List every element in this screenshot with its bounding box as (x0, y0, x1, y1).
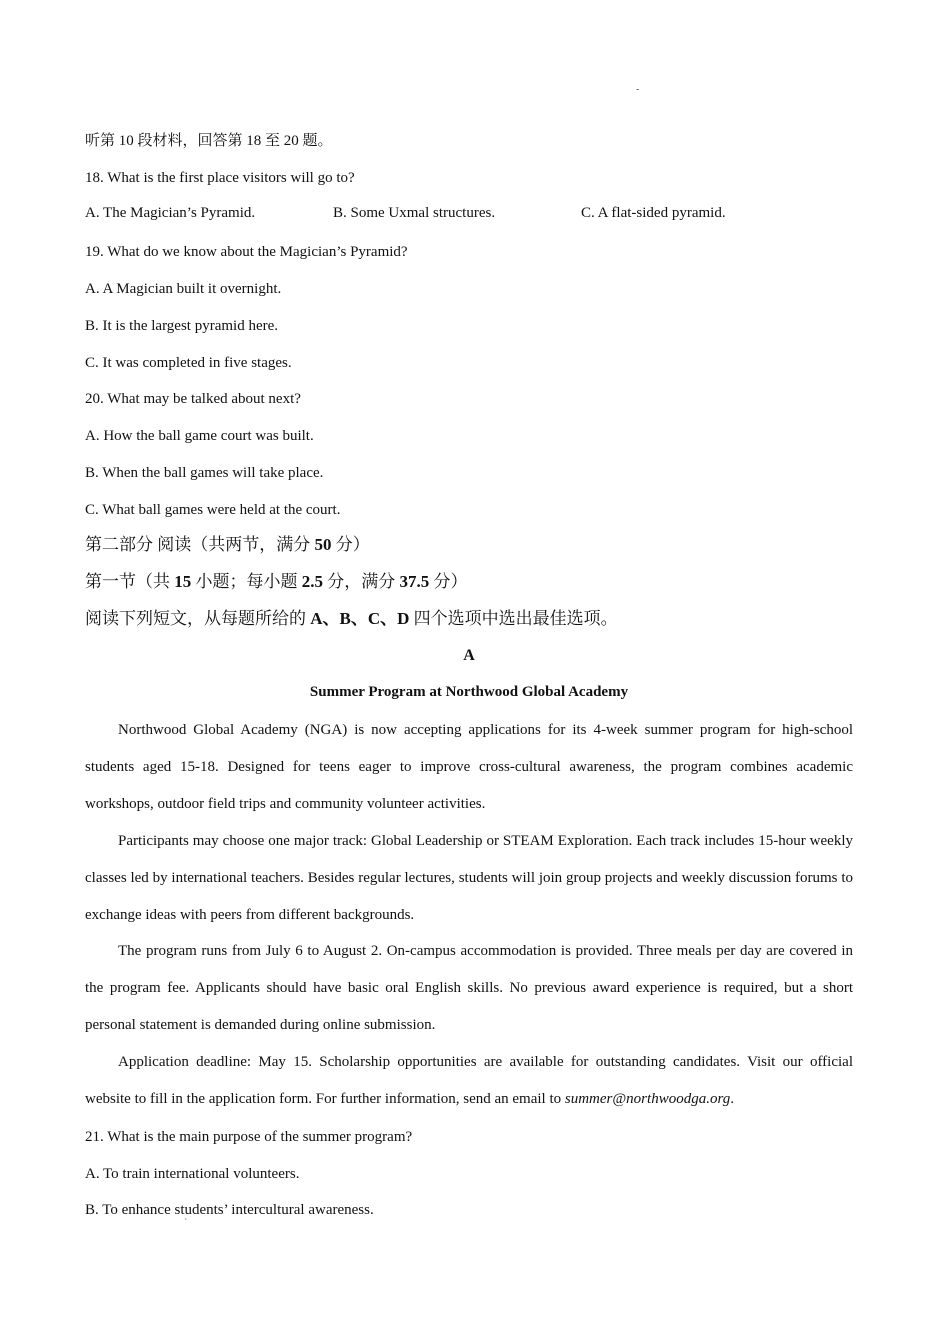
section1-heading (85, 572, 468, 592)
header-mark: - (636, 84, 640, 95)
question-20: 20. What may be talked about next? (85, 391, 301, 407)
option-19c: C. It was completed in five stages. (85, 355, 292, 371)
exam-page (85, 0, 853, 1344)
question-18-options (85, 205, 853, 225)
option-20c: C. What ball games were held at the court. (85, 502, 341, 518)
instruction-letters: A、B、C、D (310, 609, 410, 628)
passage-title: Summer Program at Northwood Global Academy (309, 684, 629, 700)
question-21: 21. What is the main purpose of the summer program? (85, 1129, 413, 1145)
question-19: 19. What do we know about the Magician’s Pyramid? (85, 244, 408, 260)
part2-heading-post: 分） (331, 535, 370, 554)
option-20b: B. When the ball games will take place. (85, 465, 324, 481)
option-19b: B. It is the largest pyramid here. (85, 318, 279, 334)
option-21b: B. To enhance students’ intercultural awareness. (85, 1202, 374, 1218)
option-18b: B. Some Uxmal structures. (333, 205, 496, 221)
passage-paragraph-1: Northwood Global Academy (NGA) is now accepting applications for its 4-week summer program for high-school students aged 15-18. Designed for teens eager to improve cross-cultural awareness, the program combines academic workshops, outdoor field trips and community volunteer activities. (85, 722, 853, 812)
passage-letter: A (463, 647, 475, 664)
part2-heading-score: 50 (314, 535, 332, 554)
section1-post: 分） (429, 572, 468, 591)
passage-paragraph-2: Participants may choose one major track: Global Leadership or STEAM Exploration. Each track includes 15-hour weekly classes led by international teachers. Besides regular lectures, students will join group projects and weekly discussion forums to exchange ideas with peers from different backgrounds. (85, 833, 853, 923)
passage-paragraph-4 (85, 1044, 853, 1118)
section1-mid2: 分，满分 (323, 572, 400, 591)
section1-mid1: 小题；每小题 (191, 572, 302, 591)
option-20a: A. How the ball game court was built. (85, 428, 314, 444)
part2-heading-pre: 第二部分 阅读（共两节，满分 (85, 535, 315, 554)
paragraph-4-text: Application deadline: May 15. Scholarship opportunities are available for outstanding candidates. Visit our official website to fill in the application form. For further information, send an email to (85, 1054, 853, 1107)
part2-heading (85, 535, 370, 555)
instruction-post: 四个选项中选出最佳选项。 (409, 609, 618, 628)
instruction-pre: 阅读下列短文，从每题所给的 (85, 609, 311, 628)
option-18a: A. The Magician’s Pyramid. (85, 205, 256, 221)
reading-instruction (85, 609, 618, 629)
footer-mark: ` (184, 1218, 188, 1229)
listening-intro: 听第 10 段材料，回答第 18 至 20 题。 (85, 133, 333, 149)
option-21a: A. To train international volunteers. (85, 1166, 300, 1182)
section1-count: 15 (174, 572, 192, 591)
section1-each: 2.5 (301, 572, 323, 591)
contact-email: summer@northwoodga.org (564, 1091, 731, 1107)
section1-pre: 第一节（共 (85, 572, 175, 591)
option-18c: C. A flat-sided pyramid. (581, 205, 726, 221)
paragraph-4-end: . (730, 1091, 734, 1107)
section1-total: 37.5 (399, 572, 430, 591)
option-19a: A. A Magician built it overnight. (85, 281, 282, 297)
question-18: 18. What is the first place visitors will go to? (85, 170, 355, 186)
passage-paragraph-3: The program runs from July 6 to August 2. On-campus accommodation is provided. Three meals per day are covered in the program fee. Applicants should have basic oral English skills. No previous award experience is required, but a short personal statement is demanded during online submission. (85, 943, 853, 1033)
